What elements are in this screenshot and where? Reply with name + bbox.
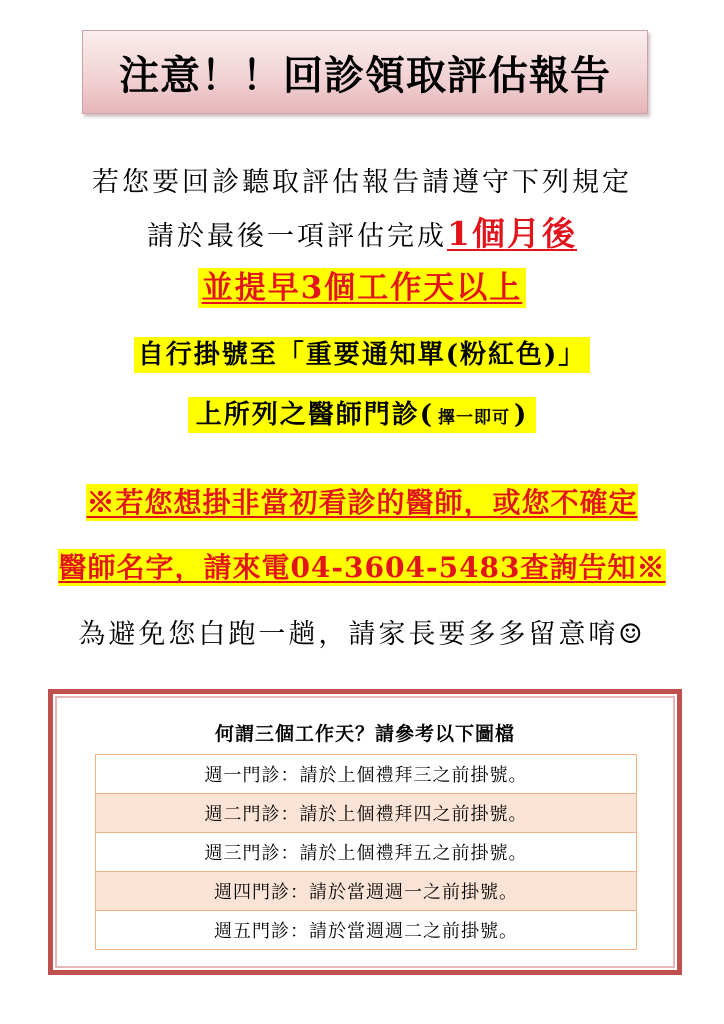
- notice-line-reminder: 為避免您白跑一趟，請家長要多多留意唷☺: [78, 619, 646, 650]
- warning-text-1: ※若您想掛非當初看診的醫師，或您不確定: [86, 486, 638, 519]
- schedule-cell-thursday: 週四門診：請於當週週一之前掛號。: [96, 872, 637, 911]
- title-banner: [82, 30, 648, 114]
- schedule-cell-friday: 週五門診：請於當週週二之前掛號。: [96, 911, 637, 950]
- notice-line-warning-2: [0, 546, 724, 586]
- warning-text-2: 醫師名字，請來電04-3604-5483查詢告知※: [58, 551, 666, 584]
- page-title: 注意！！回診領取評估報告: [119, 52, 611, 99]
- working-days-info-box: [48, 689, 682, 975]
- table-row: [96, 911, 637, 950]
- notice-line-timing: [0, 208, 724, 255]
- table-row: [96, 872, 637, 911]
- doctor-clinic-main: 上所列之醫師門診(: [195, 400, 434, 430]
- timing-prefix: 請於最後一項評估完成: [147, 221, 448, 252]
- register-text: 自行掛號至「重要通知單(粉紅色)」: [134, 337, 591, 373]
- timing-emphasis: 1個月後: [447, 214, 577, 253]
- notice-line-advance: [0, 262, 724, 307]
- table-row: [96, 833, 637, 872]
- doctor-clinic-close: ): [514, 400, 529, 430]
- doctor-clinic-small: 擇一即可: [438, 408, 510, 428]
- doctor-clinic-text: [188, 397, 537, 433]
- table-row: [96, 794, 637, 833]
- schedule-cell-monday: 週一門診：請於上個禮拜三之前掛號。: [96, 755, 637, 794]
- notice-line-register: [0, 334, 724, 371]
- table-row: [96, 755, 637, 794]
- notice-line-doctor-clinic: [0, 394, 724, 431]
- notice-line-warning-1: [0, 481, 724, 521]
- schedule-cell-tuesday: 週二門診：請於上個禮拜四之前掛號。: [96, 794, 637, 833]
- notice-line-rules: 若您要回診聽取評估報告請遵守下列規定: [92, 167, 632, 198]
- advance-days-text: 並提早3個工作天以上: [198, 268, 527, 308]
- info-box-title: 何謂三個工作天？請參考以下圖檔: [214, 723, 515, 745]
- schedule-cell-wednesday: 週三門診：請於上個禮拜五之前掛號。: [96, 833, 637, 872]
- clinic-schedule-table: [95, 754, 637, 950]
